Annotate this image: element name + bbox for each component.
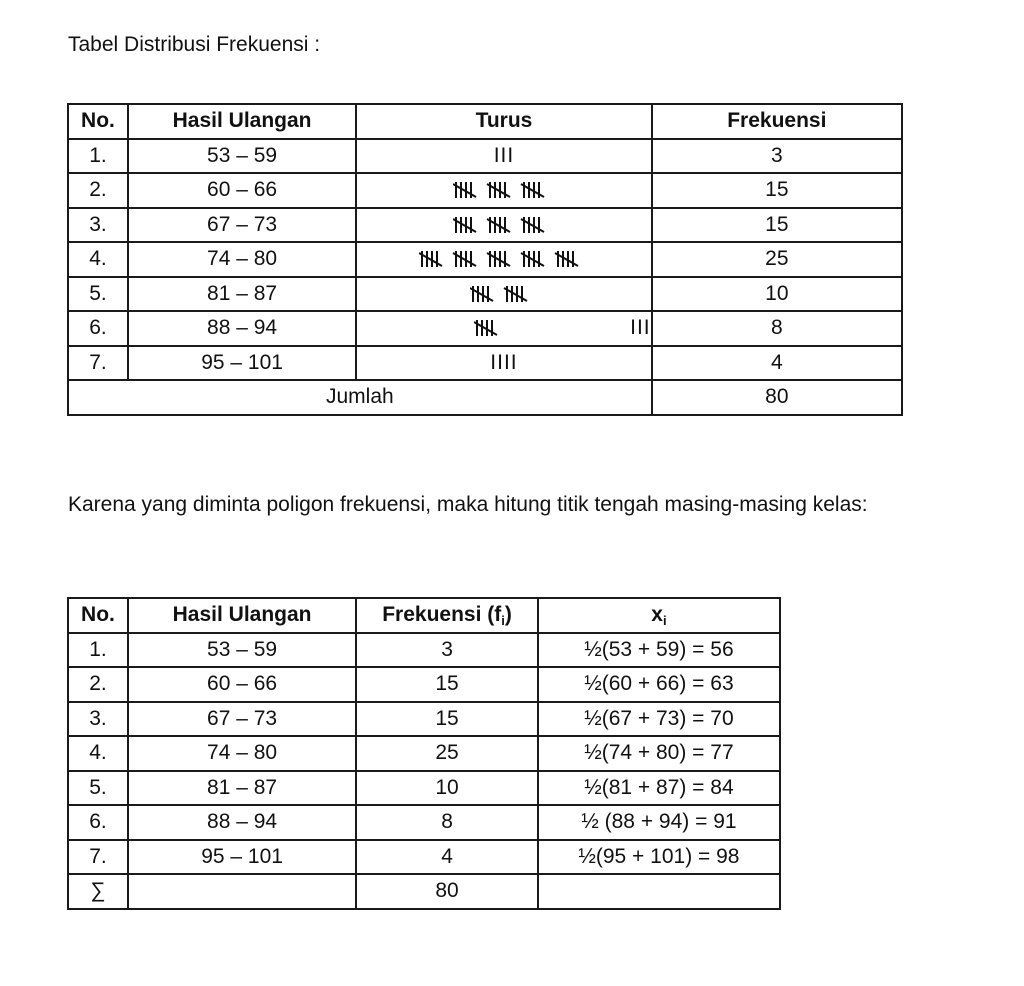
row-midpoint: ½(95 + 101) = 98: [538, 840, 780, 875]
table-row: [68, 208, 902, 243]
row-score-range: 95 – 101: [128, 346, 356, 381]
sum-midpoint: [538, 874, 780, 909]
row-tally: [356, 277, 651, 312]
table-row: [68, 771, 780, 806]
table-row: [68, 173, 902, 208]
table-row: [68, 805, 780, 840]
row-frequency: 15: [356, 702, 538, 737]
row-tally: [356, 139, 651, 174]
row-tally: [356, 346, 651, 381]
tally-marks: [453, 179, 555, 201]
row-number: 5.: [68, 277, 128, 312]
table-row: [68, 667, 780, 702]
table-row: [68, 311, 902, 346]
row-number: 7.: [68, 840, 128, 875]
table-row: [68, 840, 780, 875]
header-no: No.: [68, 598, 128, 633]
header-hasil-ulangan: Hasil Ulangan: [128, 104, 356, 139]
row-score-range: 95 – 101: [128, 840, 356, 875]
row-frequency: 15: [652, 208, 902, 243]
row-frequency: 25: [356, 736, 538, 771]
tally-marks: [419, 248, 589, 270]
row-number: 6.: [68, 805, 128, 840]
table-row: [68, 346, 902, 381]
row-frequency: 15: [356, 667, 538, 702]
row-frequency: 25: [652, 242, 902, 277]
row-midpoint: ½(60 + 66) = 63: [538, 667, 780, 702]
row-midpoint: ½(53 + 59) = 56: [538, 633, 780, 668]
row-number: 1.: [68, 633, 128, 668]
row-number: 1.: [68, 139, 128, 174]
total-label: Jumlah: [68, 380, 652, 415]
row-tally: [356, 208, 651, 243]
row-score-range: 53 – 59: [128, 633, 356, 668]
row-number: 4.: [68, 242, 128, 277]
midpoint-table: [67, 597, 781, 910]
row-score-range: 81 – 87: [128, 277, 356, 312]
header-frekuensi-fi: [356, 598, 538, 633]
row-score-range: 88 – 94: [128, 805, 356, 840]
header-turus: Turus: [356, 104, 651, 139]
total-value: 80: [652, 380, 902, 415]
row-number: 3.: [68, 702, 128, 737]
row-tally: [356, 242, 651, 277]
table-row: [68, 702, 780, 737]
header-x-main: x: [651, 602, 663, 626]
tally-marks: [453, 214, 555, 236]
table-header-row: [68, 598, 780, 633]
row-frequency: 8: [356, 805, 538, 840]
row-score-range: 88 – 94: [128, 311, 356, 346]
table-row: [68, 242, 902, 277]
row-frequency: 8: [652, 311, 902, 346]
row-score-range: 67 – 73: [128, 208, 356, 243]
row-midpoint: ½(81 + 87) = 84: [538, 771, 780, 806]
header-frekuensi-subscript: i: [501, 612, 505, 628]
table-sum-row: [68, 874, 780, 909]
table-row: [68, 277, 902, 312]
row-tally: [356, 173, 651, 208]
page-title: Tabel Distribusi Frekuensi :: [68, 33, 321, 56]
tally-marks: [474, 317, 508, 339]
row-score-range: 60 – 66: [128, 667, 356, 702]
frequency-distribution-table: [67, 103, 903, 416]
header-frekuensi-main: Frekuensi (f: [382, 602, 502, 626]
row-number: 2.: [68, 667, 128, 702]
row-score-range: 53 – 59: [128, 139, 356, 174]
table-row: [68, 633, 780, 668]
table-header-row: [68, 104, 902, 139]
row-score-range: 74 – 80: [128, 242, 356, 277]
tally-text: III: [630, 316, 651, 340]
row-number: 5.: [68, 771, 128, 806]
row-frequency: 10: [356, 771, 538, 806]
row-frequency: 15: [652, 173, 902, 208]
row-score-range: 74 – 80: [128, 736, 356, 771]
row-tally: [356, 311, 651, 346]
row-number: 2.: [68, 173, 128, 208]
row-midpoint: ½(74 + 80) = 77: [538, 736, 780, 771]
header-hasil-ulangan: Hasil Ulangan: [128, 598, 356, 633]
row-number: 7.: [68, 346, 128, 381]
row-number: 4.: [68, 736, 128, 771]
header-frekuensi: Frekuensi: [652, 104, 902, 139]
row-number: 3.: [68, 208, 128, 243]
row-frequency: 3: [356, 633, 538, 668]
row-frequency: 4: [652, 346, 902, 381]
header-x-subscript: i: [662, 612, 667, 628]
row-midpoint: ½ (88 + 94) = 91: [538, 805, 780, 840]
explanation-paragraph: Karena yang diminta poligon frekuensi, maka hitung titik tengah masing-masing kelas:: [68, 493, 868, 516]
table-total-row: [68, 380, 902, 415]
tally-text: III: [493, 143, 515, 167]
header-xi: [538, 598, 780, 633]
table-row: [68, 139, 902, 174]
row-frequency: 4: [356, 840, 538, 875]
sum-range: [128, 874, 356, 909]
row-frequency: 3: [652, 139, 902, 174]
row-score-range: 60 – 66: [128, 173, 356, 208]
row-score-range: 67 – 73: [128, 702, 356, 737]
tally-marks: [470, 283, 538, 305]
row-midpoint: ½(67 + 73) = 70: [538, 702, 780, 737]
row-score-range: 81 – 87: [128, 771, 356, 806]
row-frequency: 10: [652, 277, 902, 312]
sum-frequency: 80: [356, 874, 538, 909]
row-number: 6.: [68, 311, 128, 346]
header-no: No.: [68, 104, 128, 139]
header-frekuensi-close: ): [504, 602, 512, 626]
table-row: [68, 736, 780, 771]
tally-text: IIII: [490, 350, 518, 374]
sum-symbol: ∑: [68, 874, 128, 909]
